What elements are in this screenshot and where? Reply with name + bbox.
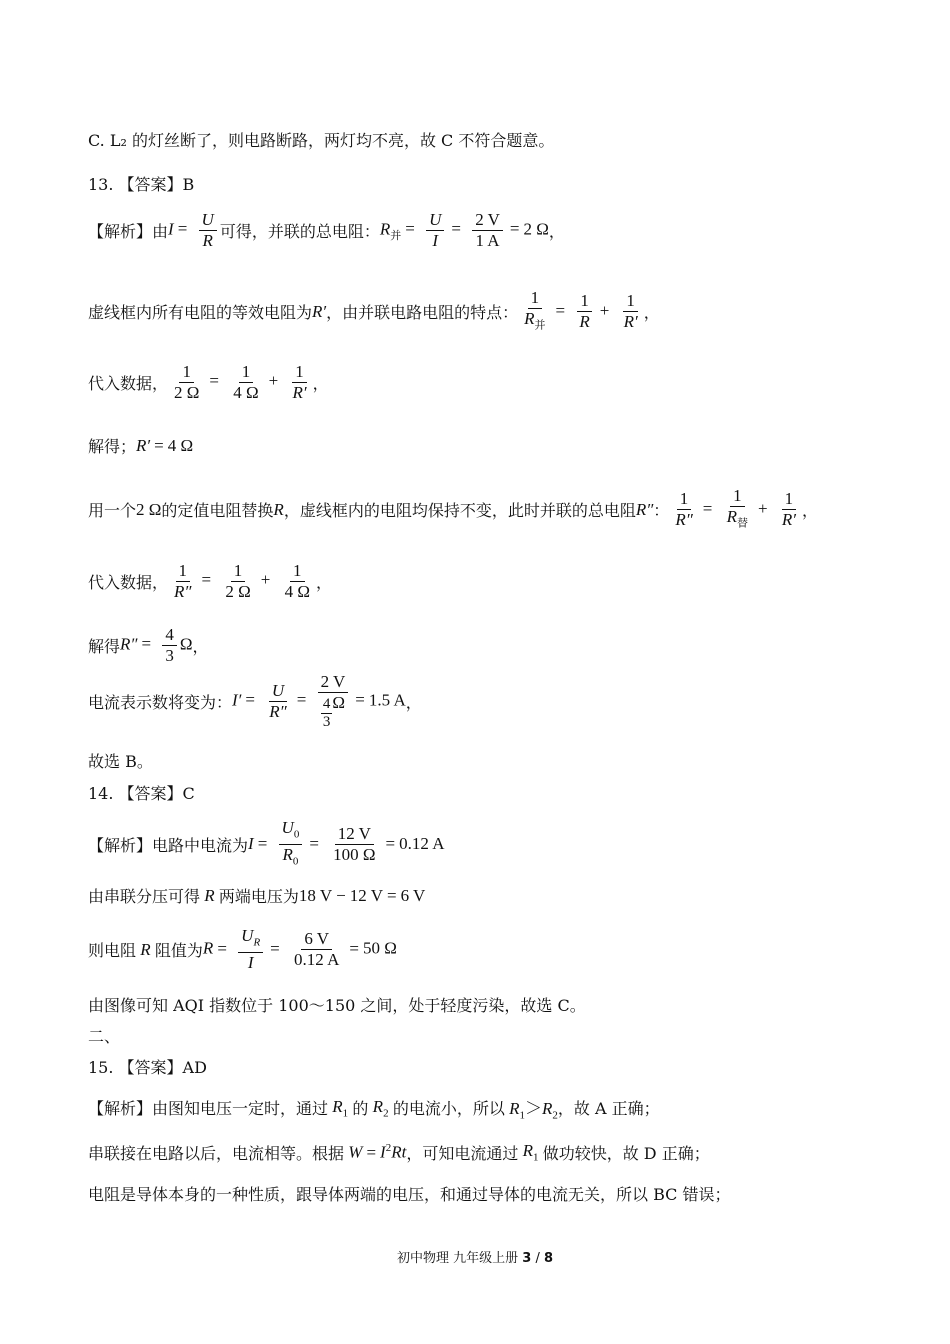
formula-r-prime-result: R′ = 4 Ω: [136, 435, 194, 455]
page-footer: [0, 1247, 950, 1266]
formula-resistance-value: R = $\frac{U_R}{I}$ = $\frac{6 V}{0.12 A}$ = 50 Ω: [202, 926, 397, 973]
q13-analysis-line-2: 虚线框内所有电阻的等效电阻为 R′ ，由并联电路电阻的特点： $\frac{1}{R_并}$ = $\frac{1}{R}$ + $\frac{1}{R'}$ ，: [88, 288, 660, 335]
formula-total-resistance: $R_并$ = $\frac{U}{I}$ = $\frac{2 V}{1 A}$ = 2 Ω: [379, 210, 549, 250]
q15-analysis-mid1: 的: [352, 1099, 369, 1119]
q14-current-prefix: 【解析】电路中电流为: [88, 836, 249, 856]
footer-total-pages: 8: [543, 1251, 554, 1266]
q14-voltage-prefix: 由串联分压可得: [88, 887, 201, 906]
symbol-r: R: [273, 499, 284, 519]
q13-analysis-line-7: 解得 R″ = $\frac{4}{3}$ Ω ，: [88, 625, 209, 665]
q15-work-mid: ，可知电流通过: [406, 1144, 519, 1163]
q14-aqi-text: 由图像可知 AQI 指数位于 100～150 之间，处于轻度污染，故选 C。: [88, 996, 586, 1015]
footer-page-number: 3: [522, 1251, 532, 1266]
q14-analysis-line-4: [88, 993, 586, 1016]
q13-current-prefix: 电流表示数将变为：: [88, 693, 233, 712]
q13-substitute-prefix-2: 代入数据，: [88, 573, 169, 592]
q13-conclusion-text: 故选 B。: [88, 752, 153, 771]
q14-analysis-line-1: [88, 818, 444, 872]
formula-substitution-1: $\frac{1}{2 \Omega}$ = $\frac{1}{4 \Omega}$ + $\frac{1}{R'}$: [174, 362, 307, 402]
formula-work: $W = I^2Rt$: [348, 1142, 407, 1162]
q14-analysis-line-3: [88, 926, 397, 973]
q14-answer-text: 14. 【答案】C: [88, 784, 195, 803]
option-c-sentence: C. L₂ 的灯丝断了，则电路断路，两灯均不亮，故 C 不符合题意。: [88, 131, 555, 150]
q15-analysis-end: ，故 A 正确；: [557, 1099, 660, 1119]
value-2-ohm: 2 Ω: [136, 499, 162, 519]
q15-analysis-line-2: [88, 1141, 710, 1164]
symbol-r1-2: $R_1$: [522, 1141, 539, 1164]
symbol-r-2: R: [200, 885, 219, 905]
q15-answer: [88, 1055, 207, 1078]
q13-analysis-line-3: 代入数据， $\frac{1}{2 \Omega}$ = $\frac{1}{4 \Omega}$ + $\frac{1}{R'}$ ，: [88, 362, 329, 402]
q13-replace-mid2: ，虚线框内的电阻均保持不变，此时并联的总电阻: [283, 501, 636, 521]
q14-resistance-prefix: 则电阻: [88, 941, 137, 961]
q13-analysis-line-4: [88, 434, 193, 457]
q13-analysis-line-5: 用一个 2 Ω 的定值电阻替换 R ，虚线框内的电阻均保持不变，此时并联的总电阻 R″ ： $\frac{1}{R''}$ = $\frac{1}{R_替}$ + $\frac{1}{R'}$ ，: [88, 486, 818, 533]
formula-new-current: I′ = $\frac{U}{R''}$ = 2 V $\frac{4}{3}$ Ω = 1.5 A: [232, 672, 406, 730]
section-2-text: 二、: [88, 1027, 121, 1046]
footer-separator: /: [535, 1251, 540, 1266]
footer-subject: 初中物理 九年级上册: [396, 1251, 519, 1266]
formula-voltage-difference: 18 V − 12 V = 6 V: [298, 885, 426, 905]
q15-analysis-line-1: [88, 1094, 660, 1121]
q13-analysis-prefix: 【解析】由: [88, 222, 169, 241]
q14-voltage-mid: 两端电压为: [218, 887, 299, 906]
q15-analysis-line-3: [88, 1182, 730, 1205]
q13-answer-text: 13. 【答案】B: [88, 175, 195, 194]
formula-parallel-new: $\frac{1}{R''}$ = $\frac{1}{R_替}$ + $\frac{1}{R'}$: [675, 486, 796, 530]
symbol-r2: $R_2$: [372, 1096, 389, 1119]
q13-equivalent-mid: ，由并联电路电阻的特点：: [326, 303, 519, 323]
q13-analysis-line-6: 代入数据， $\frac{1}{R''}$ = $\frac{1}{2 \Omega}$ + $\frac{1}{4 \Omega}$ ，: [88, 561, 332, 601]
section-heading-2: [88, 1024, 120, 1047]
formula-circuit-current: I = $\frac{U_0}{R_0}$ = $\frac{12 V}{100 \Omega}$ = 0.12 A: [248, 818, 445, 868]
formula-ohms-law: I = $\frac{U}{R}$: [168, 210, 220, 251]
q13-conclusion: [88, 749, 153, 772]
symbol-r-double-prime: R″: [635, 499, 654, 519]
q14-analysis-line-2: [88, 884, 425, 907]
formula-r1-greater-r2: $R_1>R_2$: [509, 1099, 558, 1122]
q15-work-end: 做功较快，故 D 正确；: [542, 1144, 710, 1163]
q15-analysis-mid2: 的电流小，所以: [392, 1099, 505, 1119]
symbol-r1: $R_1$: [332, 1096, 349, 1119]
q13-replace-mid1: 的定值电阻替换: [161, 501, 274, 521]
formula-r-double-prime-result: R″ = $\frac{4}{3}$ Ω: [120, 625, 193, 665]
q13-substitute-prefix: 代入数据，: [88, 374, 169, 393]
q13-solve-prefix-2: 解得: [88, 637, 121, 656]
q15-analysis-prefix: 【解析】由图知电压一定时，通过: [88, 1099, 329, 1119]
symbol-r-prime: R′: [312, 301, 327, 321]
q14-answer: [88, 781, 195, 804]
q13-analysis-line-8: 电流表示数将变为： I′ = $\frac{U}{R''}$ = 2 V $\frac{4}{3}$ Ω = 1.5 A ，: [88, 672, 422, 730]
symbol-r-3: R: [136, 939, 155, 959]
formula-parallel-rule: $\frac{1}{R_并}$ = $\frac{1}{R}$ + $\frac{1}{R'}$: [524, 288, 638, 332]
q13-answer: [88, 172, 194, 195]
q13-analysis-mid: 可得，并联的总电阻：: [219, 222, 380, 241]
q15-property-text: 电阻是导体本身的一种性质，跟导体两端的电压，和通过导体的电流无关，所以 BC 错误；: [88, 1185, 731, 1204]
q15-answer-text: 15. 【答案】AD: [88, 1058, 207, 1077]
option-c-text: [88, 128, 554, 151]
q14-resistance-mid: 阻值为: [154, 941, 203, 961]
q13-analysis-line-1: 【解析】由 I = $\frac{U}{R}$ 可得，并联的总电阻： $R_并$ = $\frac{U}{I}$ = $\frac{2 V}{1 A}$ = 2 Ω ，: [88, 210, 565, 250]
q13-replace-prefix: 用一个: [88, 501, 137, 521]
q13-solve-prefix: 解得；: [88, 437, 137, 456]
q15-work-prefix: 串联接在电路以后，电流相等。根据: [88, 1144, 345, 1163]
q13-equivalent-prefix: 虚线框内所有电阻的等效电阻为: [88, 303, 313, 323]
formula-substitution-2: $\frac{1}{R''}$ = $\frac{1}{2 \Omega}$ + $\frac{1}{4 \Omega}$: [174, 561, 310, 601]
